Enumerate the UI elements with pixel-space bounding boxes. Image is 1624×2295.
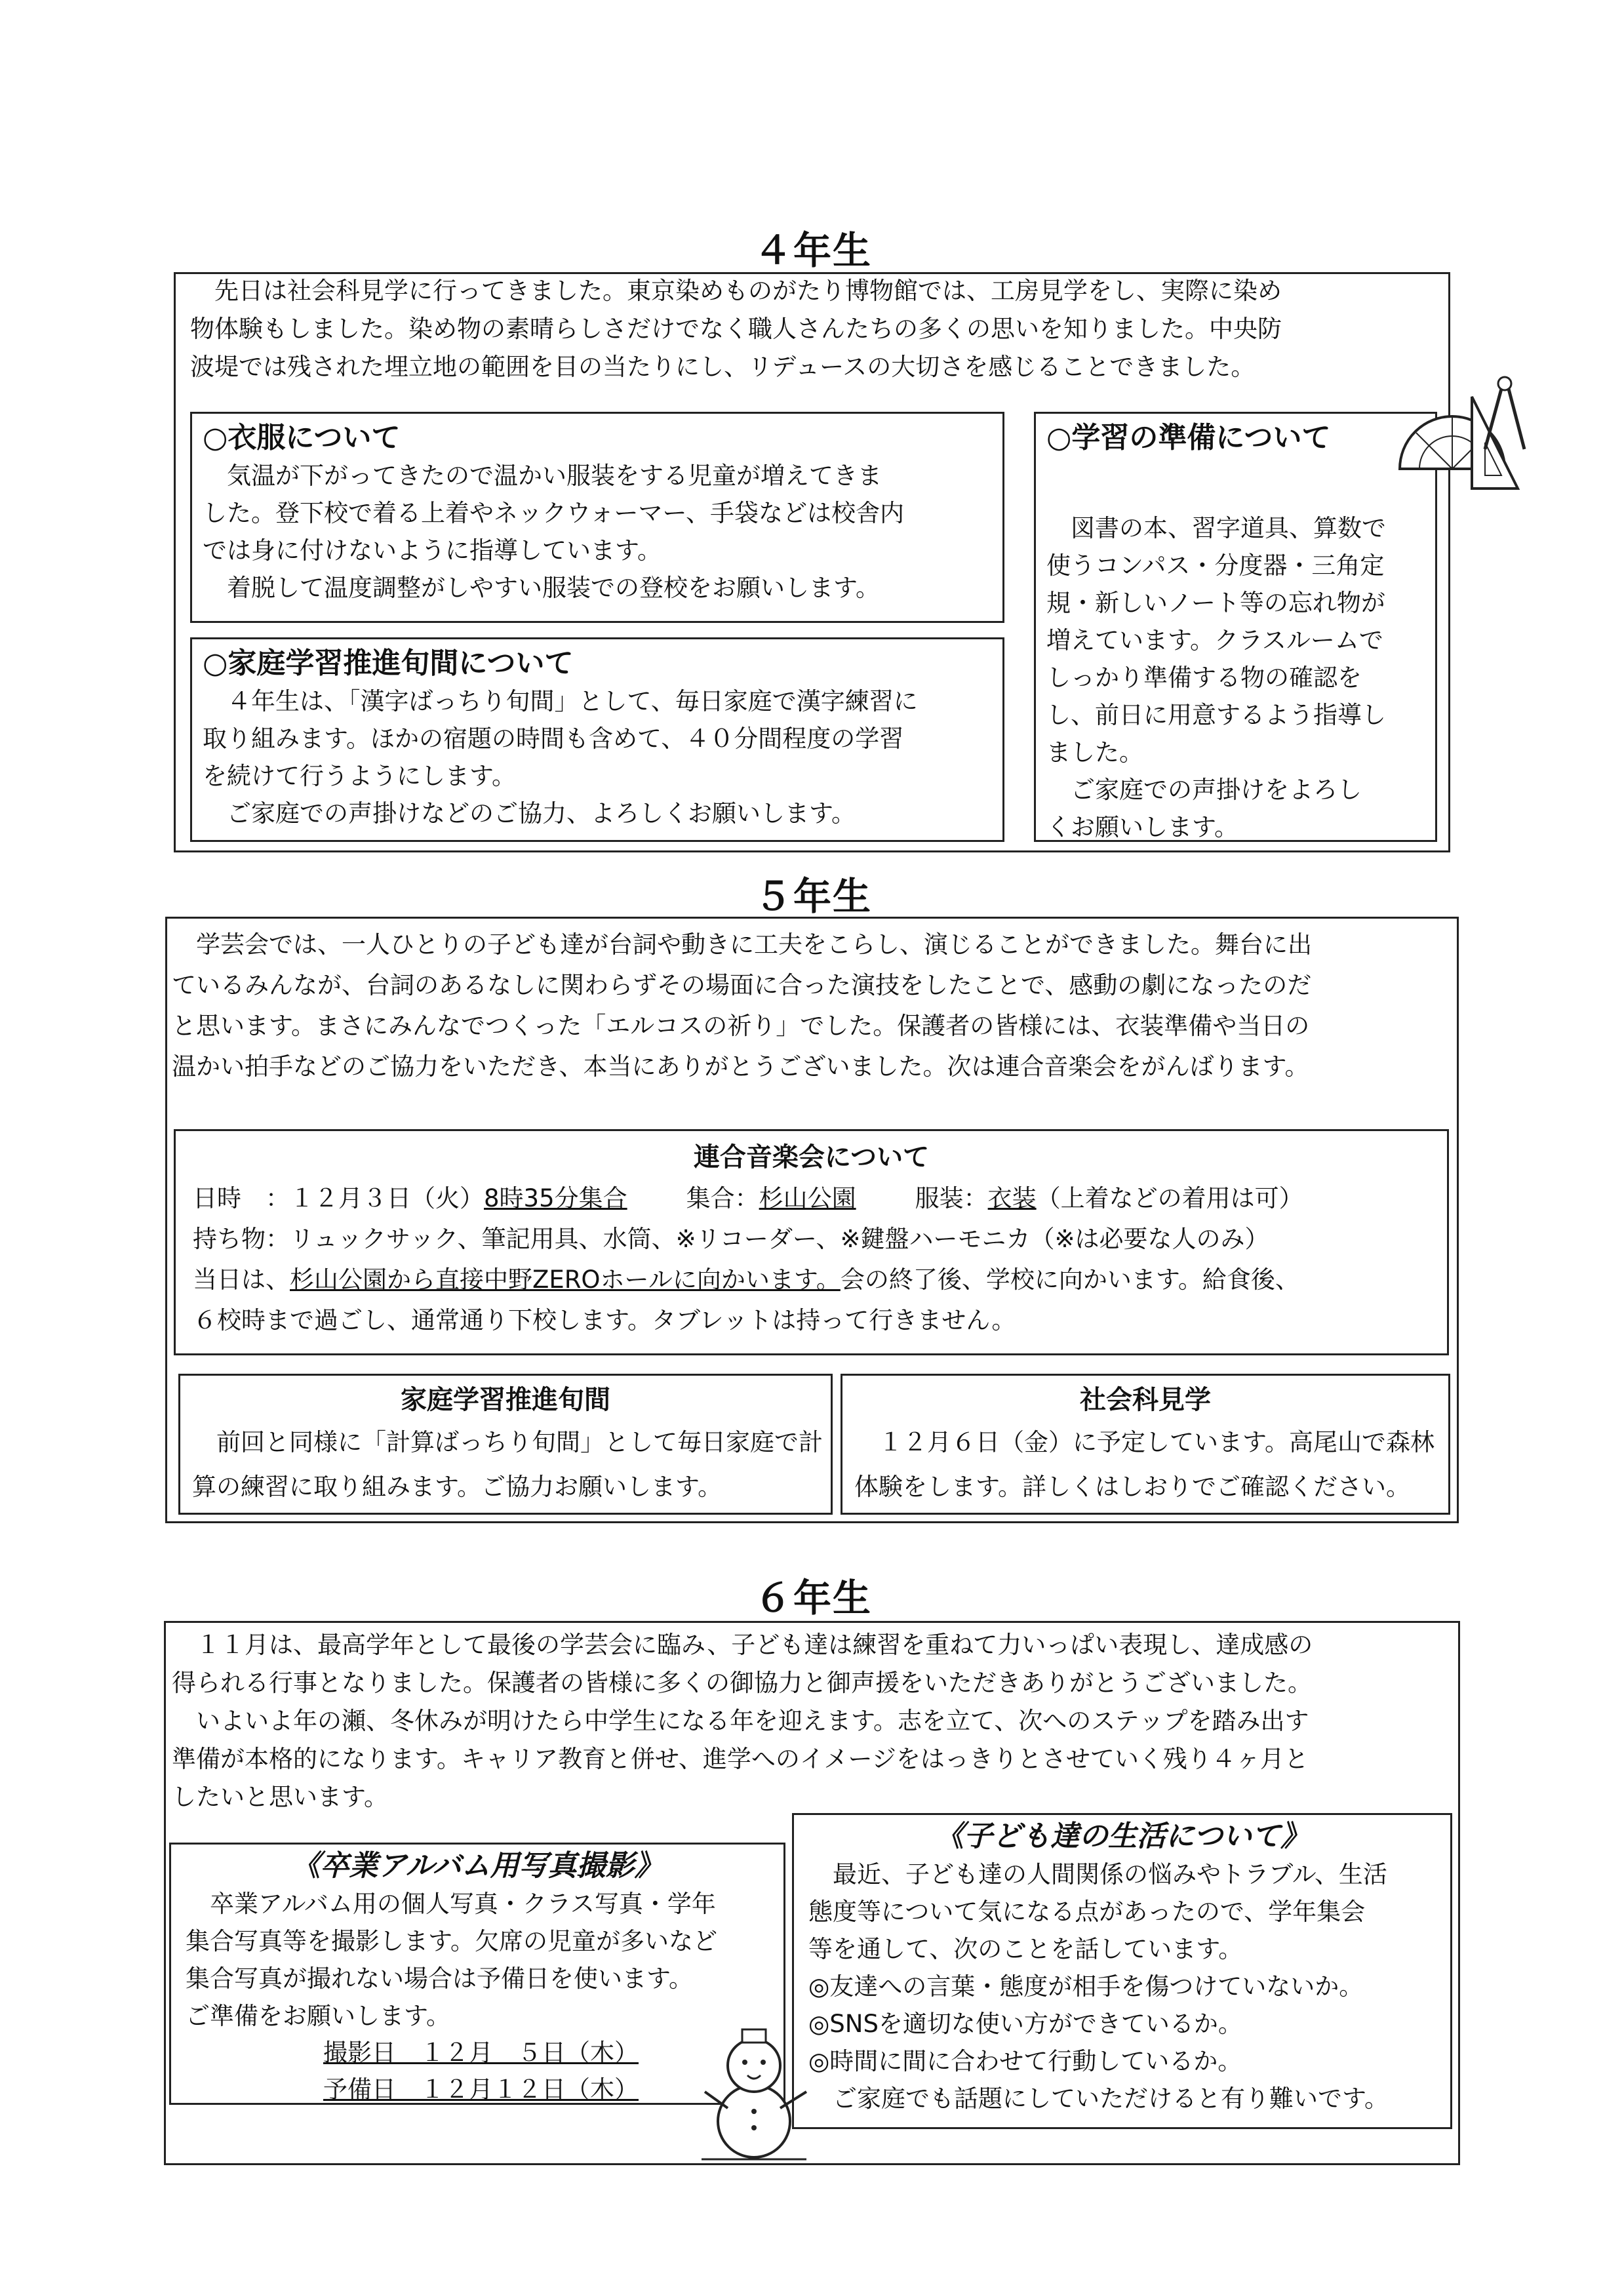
preparation-line: 使うコンパス・分度器・三角定 (1046, 551, 1385, 580)
grade5-home-study-line: 算の練習に取り組みます。ご協力お願いします。 (192, 1473, 723, 1501)
album-line: 集合写真等を撮影します。欠席の児童が多いなど (186, 1927, 718, 1955)
grade5-home-study-heading: 家庭学習推進旬間 (401, 1385, 610, 1415)
life-line: 最近、子ども達の人間関係の悩みやトラブル、生活 (808, 1860, 1387, 1888)
grade6-intro (172, 1626, 1457, 1816)
grade4-intro-line: 波堤では残された埋立地の範囲を目の当たりにし、リデュースの大切さを感じることできました。 (190, 353, 1256, 381)
life-line: ◎SNSを適切な使い方ができているか。 (808, 2010, 1242, 2038)
grade5-intro-line: 温かい拍手などのご協力をいただき、本当にありがとうございました。次は連合音楽会をがんばります。 (172, 1052, 1309, 1081)
concert-heading: 連合音楽会について (693, 1142, 930, 1172)
grade6-intro-line: １１月は、最高学年として最後の学芸会に臨み、子ども達は練習を重ねて力いっぱい表現し、達成感の (172, 1631, 1313, 1659)
concert-dress-label: 服装： (915, 1184, 988, 1212)
clothing-line: 気温が下がってきたので温かい服装をする児童が増えてきま (203, 462, 882, 490)
album-shoot-day: 撮影日 １２月 ５日（木） (323, 2039, 639, 2067)
grade5-intro-line: 学芸会では、一人ひとりの子ども達が台詞や動きに工夫をこらし、演じることができました。舞台に出 (172, 930, 1312, 959)
grade6-intro-line: いよいよ年の瀬、冬休みが明けたら中学生になる年を迎えます。志を立て、次へのステップを踏み出す (172, 1707, 1309, 1735)
album-line: 集合写真が撮れない場合は予備日を使います。 (186, 1965, 694, 1993)
grade4-home-study-line: ご家庭での声掛けなどのご協力、よろしくお願いします。 (203, 799, 856, 828)
concert-day-suffix: 会の終了後、学校に向かいます。給食後、 (840, 1266, 1299, 1294)
grade4-home-study-box (190, 637, 1004, 842)
snowman-icon (688, 2010, 820, 2167)
grade4-title: ４年生 (753, 228, 872, 273)
preparation-heading: ○学習の準備について (1046, 421, 1331, 454)
concert-day-line2: ６校時まで過ごし、通常通り下校します。タブレットは持って行きません。 (193, 1306, 1016, 1334)
album-heading: 《卒業アルバム用写真撮影》 (291, 1849, 663, 1883)
life-line: ◎友達への言葉・態度が相手を傷つけていないか。 (808, 1972, 1364, 2001)
compass-ruler-icon (1393, 370, 1531, 502)
grade5-intro (172, 925, 1450, 1087)
grade4-intro-line: 物体験もしました。染め物の素晴らしさだけでなく職人さんたちの多くの思いを知りました。中央防 (190, 315, 1282, 343)
grade4-home-study-line: ４年生は、「漢字ばっちり旬間」として、毎日家庭で漢字練習に (203, 687, 918, 715)
grade6-title: ６年生 (753, 1576, 872, 1620)
preparation-line: し、前日に用意するよう指導し (1046, 701, 1386, 729)
clothing-line: 着脱して温度調整がしやすい服装での登校をお願いします。 (203, 574, 881, 602)
clothing-heading: ○衣服について (203, 421, 401, 454)
field-trip-line: 体験をします。詳しくはしおりでご確認ください。 (854, 1473, 1411, 1501)
clothing-line: した。登下校で着る上着やネックウォーマー、手袋などは校舎内 (203, 499, 905, 527)
concert-box (174, 1129, 1449, 1355)
concert-date-label: 日時 ：１２月３日（火） (193, 1184, 484, 1212)
album-line: ご準備をお願いします。 (186, 2002, 451, 2030)
life-line: ご家庭でも話題にしていただけると有り難いです。 (808, 2085, 1389, 2113)
grade5-intro-line: ているみんなが、台詞のあるなしに関わらずその場面に合った演技をしたことで、感動の劇になったのだ (172, 971, 1312, 999)
concert-items: 持ち物：リュックサック、筆記用具、水筒、※リコーダー、※鍵盤ハーモニカ（※は必要な人のみ） (193, 1225, 1269, 1253)
album-line: 卒業アルバム用の個人写真・クラス写真・学年 (186, 1890, 716, 1918)
album-reserve-day: 予備日 １２月１２日（木） (323, 2075, 639, 2104)
concert-date-row (193, 1178, 1430, 1219)
grade6-intro-line: したいと思います。 (172, 1783, 389, 1811)
preparation-line: くお願いします。 (1046, 813, 1239, 841)
preparation-line: しっかり準備する物の確認を (1046, 664, 1362, 692)
concert-meet-label: 集合： (686, 1184, 759, 1212)
field-trip-box (841, 1374, 1450, 1515)
grade4-home-study-line: 取り組みます。ほかの宿題の時間も含めて、４０分間程度の学習 (203, 725, 904, 753)
clothing-box (190, 412, 1004, 623)
life-line: 態度等について気になる点があったので、学年集会 (808, 1898, 1366, 1926)
grade4-home-study-line: を続けて行うようにします。 (203, 762, 517, 790)
grade4-home-study-heading: ○家庭学習推進旬間について (203, 647, 574, 680)
concert-dress-note: （上着などの着用は可） (1036, 1184, 1303, 1212)
preparation-line: 規・新しいノート等の忘れ物が (1046, 589, 1385, 617)
preparation-line: ました。 (1046, 738, 1143, 767)
preparation-line: 図書の本、習字道具、算数で (1046, 514, 1386, 542)
grade5-title: ５年生 (753, 874, 872, 919)
concert-day-prefix: 当日は、 (193, 1266, 290, 1294)
field-trip-line: １２月６日（金）に予定しています。高尾山で森林 (854, 1428, 1435, 1456)
life-heading: 《子ども達の生活について》 (934, 1820, 1310, 1853)
concert-day-underlined: 杉山公園から直接中野ZEROホールに向かいます。 (290, 1266, 841, 1294)
grade6-intro-line: 準備が本格的になります。キャリア教育と併せ、進学へのイメージをはっきりとさせていく残り４ヶ月と (172, 1745, 1309, 1773)
grade5-home-study-box (178, 1374, 833, 1515)
grade4-intro-line: 先日は社会科見学に行ってきました。東京染めものがたり博物館では、工房見学をし、実際に染め (190, 277, 1282, 305)
clothing-line: では身に付けないように指導しています。 (203, 536, 662, 565)
life-line: ◎時間に間に合わせて行動しているか。 (808, 2047, 1242, 2075)
concert-day-row (193, 1260, 1430, 1300)
grade4-intro (190, 272, 1436, 386)
concert-meet-place: 杉山公園 (759, 1184, 856, 1212)
concert-dress-value: 衣装 (987, 1184, 1037, 1212)
grade5-home-study-line: 前回と同様に「計算ばっちり旬間」として毎日家庭で計 (192, 1428, 823, 1456)
preparation-line: ご家庭での声掛けをよろし (1046, 776, 1362, 804)
concert-date-time: 8時35分集合 (484, 1184, 627, 1212)
field-trip-heading: 社会科見学 (1080, 1385, 1211, 1415)
preparation-box (1034, 412, 1437, 842)
life-line: 等を通して、次のことを話しています。 (808, 1935, 1243, 1963)
life-box (792, 1813, 1452, 2129)
grade6-intro-line: 得られる行事となりました。保護者の皆様に多くの御協力と御声援をいただきありがとうございました。 (172, 1669, 1312, 1697)
preparation-line: 増えています。クラスルームで (1046, 626, 1383, 654)
grade5-intro-line: と思います。まさにみんなでつくった「エルコスの祈り」でした。保護者の皆様には、衣装準備や当日の (172, 1012, 1310, 1040)
